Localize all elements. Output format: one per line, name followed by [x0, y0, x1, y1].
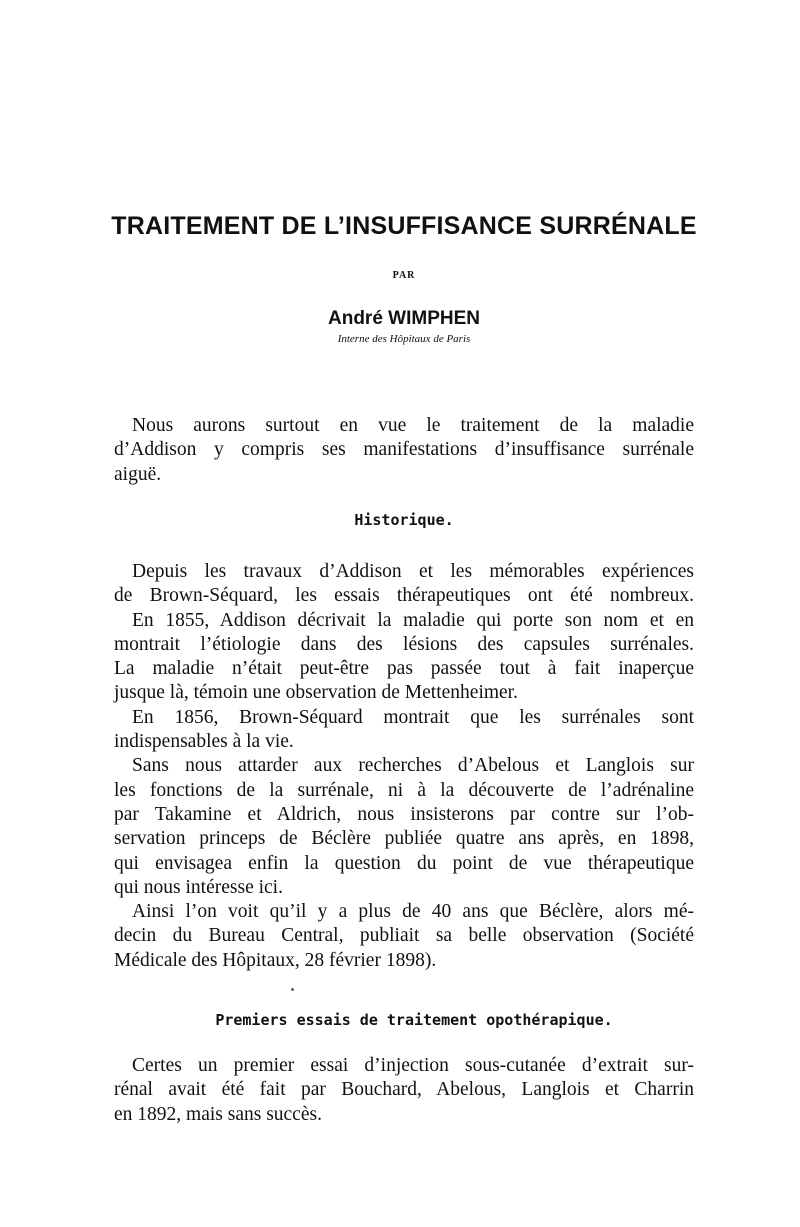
text-line: Sans nous attarder aux recherches d’Abelous et Langlois sur — [132, 755, 694, 777]
section-heading-premiers-essais: Premiers essais de traitement opothérapique. — [215, 1011, 613, 1029]
text-line: En 1856, Brown-Séquard montrait que les surrénales sont — [132, 706, 694, 728]
historique-paragraph — [114, 560, 694, 973]
text-line: indispensables à la vie. — [114, 731, 294, 753]
text-line: par Takamine et Aldrich, nous insisterons par contre sur l’ob- — [114, 803, 694, 825]
text-line: montrait l’étiologie dans des lésions des capsules surrénales. — [114, 633, 694, 655]
text-line: qui nous intéresse ici. — [114, 876, 283, 898]
text-line: servation princeps de Béclère publiée quatre ans après, en 1898, — [114, 828, 694, 850]
page — [111, 0, 697, 1227]
intro-paragraph — [114, 414, 694, 487]
premiers-paragraph — [114, 1054, 694, 1127]
text-line: Nous aurons surtout en vue le traitement de la maladie — [132, 415, 694, 436]
text-line: rénal avait été fait par Bouchard, Abelous, Langlois et Charrin — [114, 1079, 694, 1101]
text-line: Certes un premier essai d’injection sous-cutanée d’extrait sur- — [132, 1055, 694, 1076]
author-affiliation: Interne des Hôpitaux de Paris — [337, 333, 471, 345]
text-line: Médicale des Hôpitaux, 28 février 1898). — [114, 949, 437, 971]
by-line: PAR — [392, 270, 416, 281]
section-heading-historique: Historique. — [354, 511, 454, 529]
text-line: d’Addison y compris ses manifestations d’insuffisance surrénale — [114, 439, 694, 461]
text-line: decin du Bureau Central, publiait sa belle observation (Société — [114, 925, 694, 947]
author-name: André WIMPHEN — [328, 308, 480, 329]
print-speck — [291, 988, 294, 991]
text-line: Ainsi l’on voit qu’il y a plus de 40 ans que Béclère, alors mé- — [132, 901, 694, 923]
text-line: Depuis les travaux d’Addison et les mémorables expériences — [132, 561, 694, 582]
text-line: La maladie n’était peut-être pas passée tout à fait inaperçue — [114, 658, 694, 680]
text-line: aiguë. — [114, 463, 162, 485]
text-line: de Brown-Séquard, les essais thérapeutiques ont été nombreux. — [114, 585, 694, 607]
text-line: en 1892, mais sans succès. — [114, 1103, 322, 1125]
text-line: jusque là, témoin une observation de Mettenheimer. — [114, 682, 518, 704]
text-line: qui envisagea enfin la question du point de vue thérapeutique — [114, 852, 694, 874]
text-line: En 1855, Addison décrivait la maladie qui porte son nom et en — [132, 609, 694, 631]
text-line: les fonctions de la surrénale, ni à la découverte de l’adrénaline — [114, 779, 694, 801]
article-title: TRAITEMENT DE L’INSUFFISANCE SURRÉNALE — [111, 212, 697, 240]
